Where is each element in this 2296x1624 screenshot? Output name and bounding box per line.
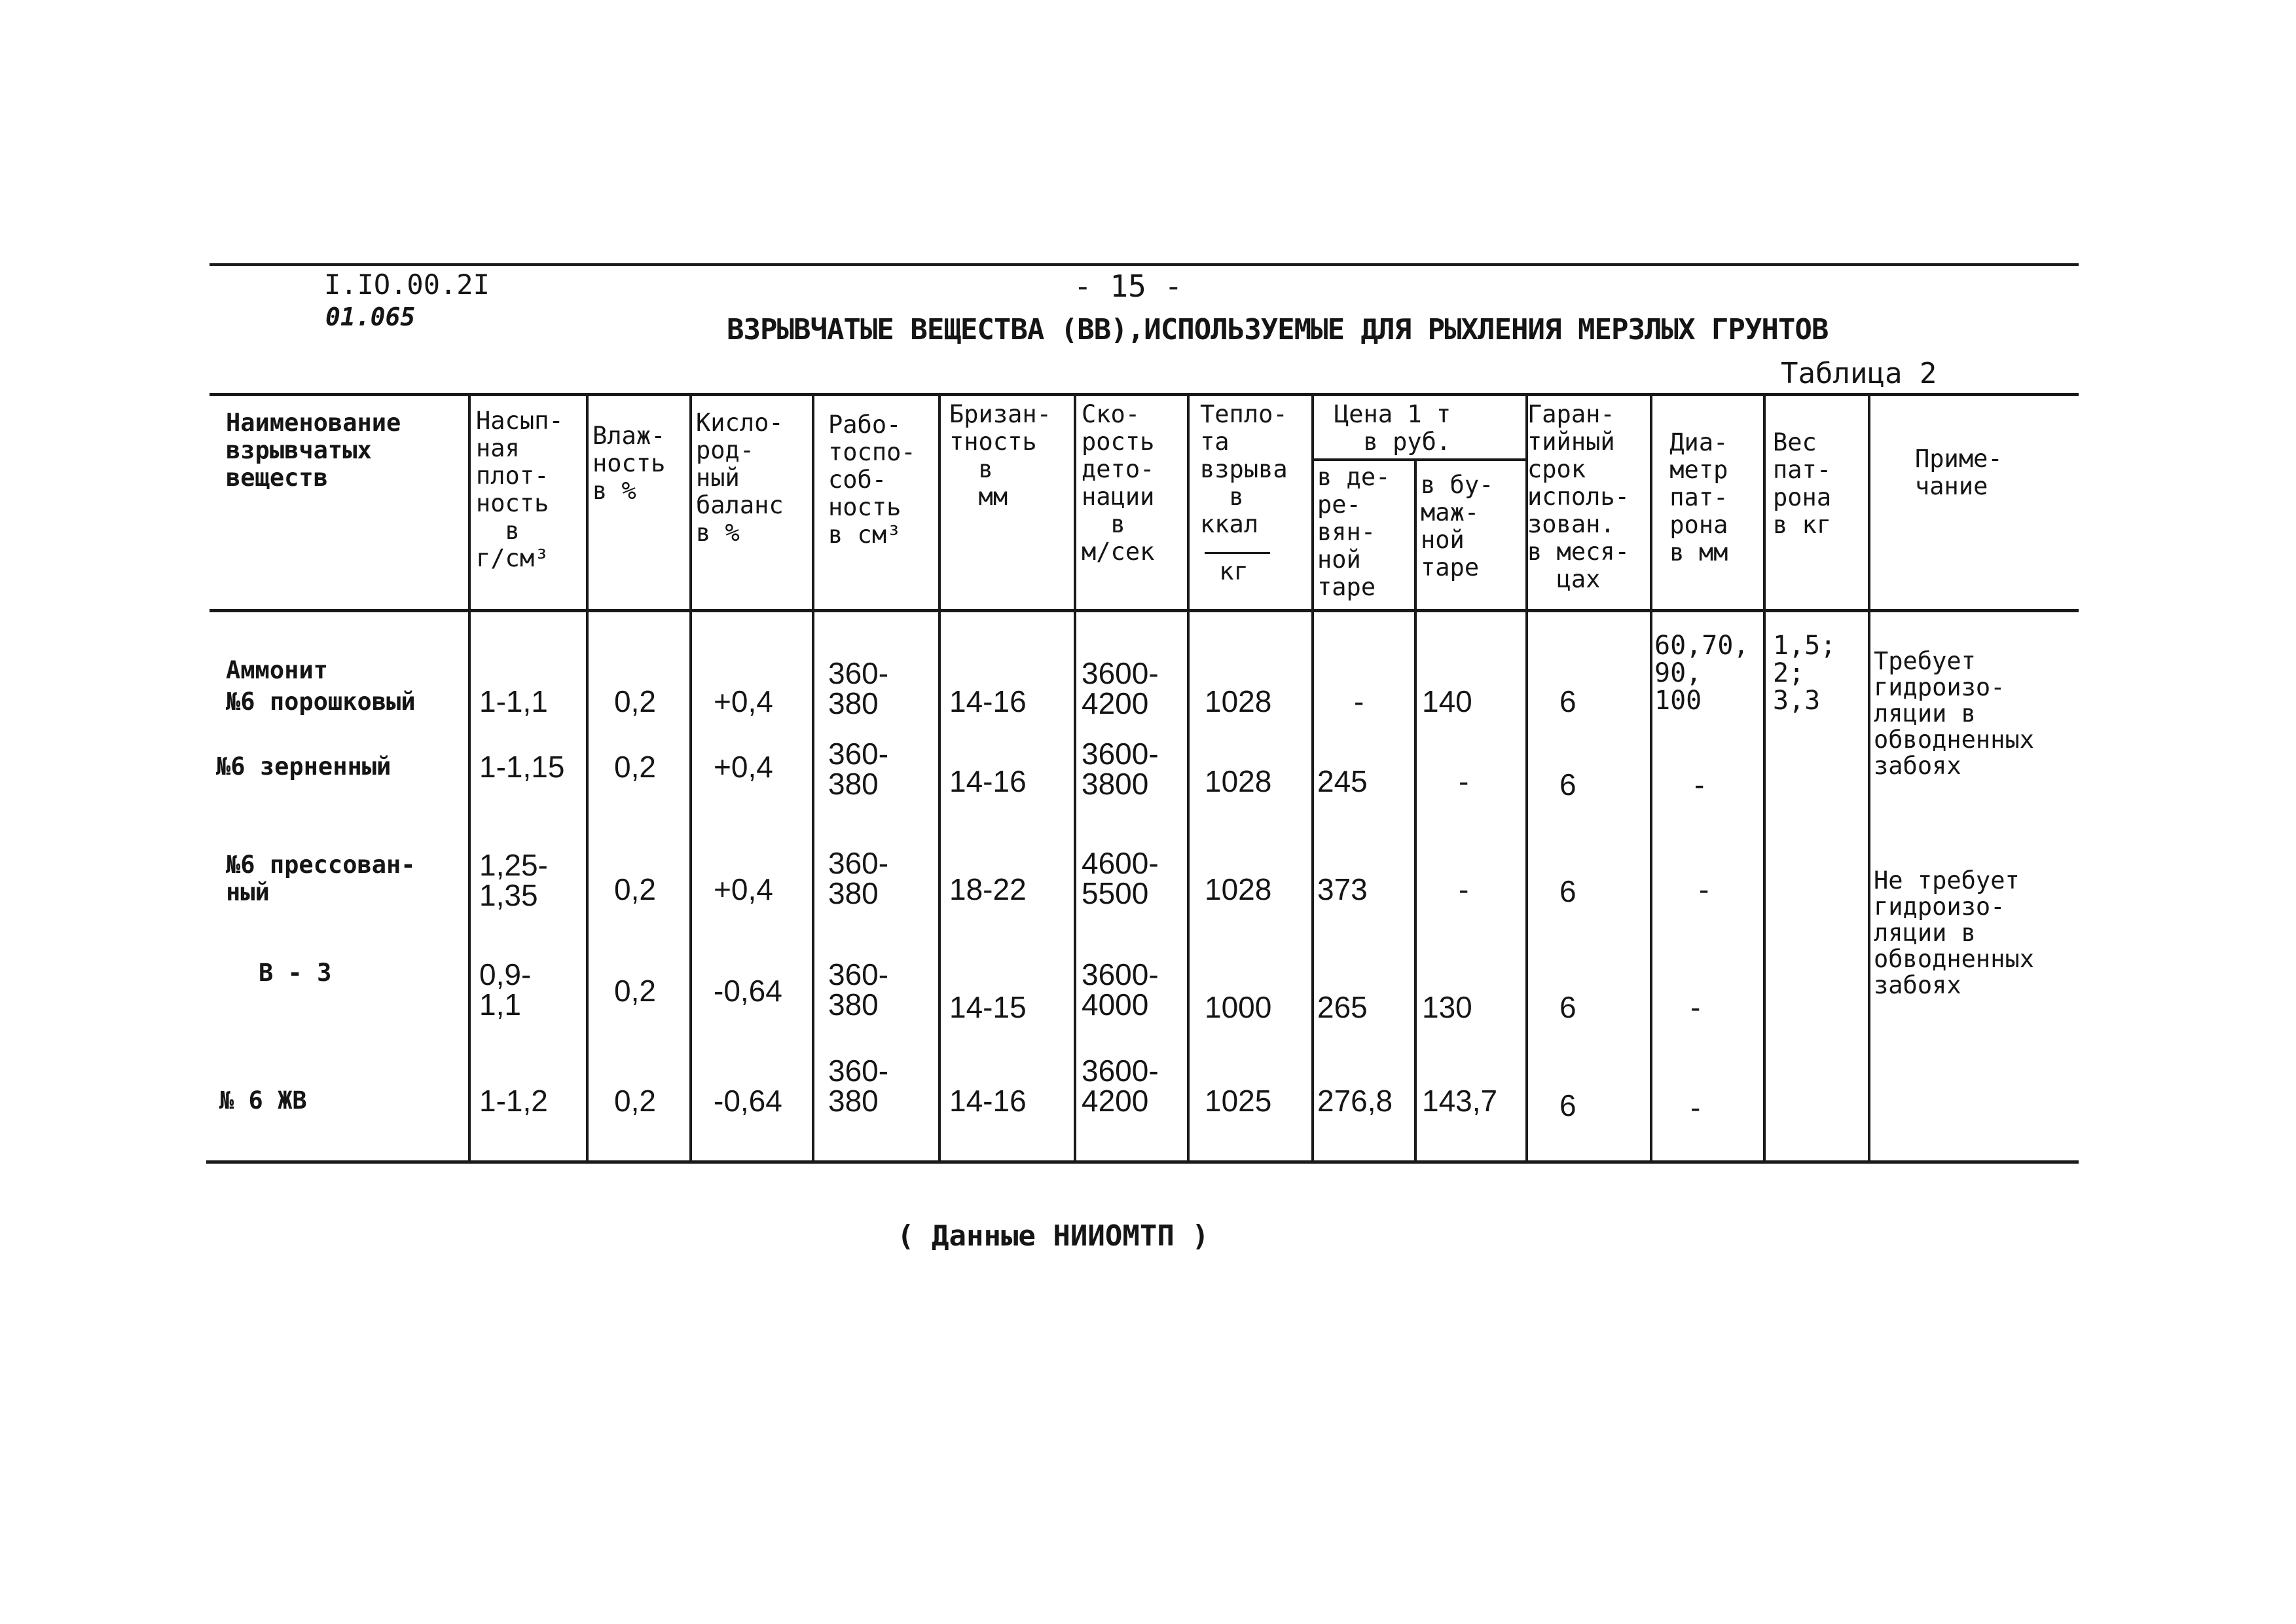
col-border — [1868, 394, 1870, 1162]
cell-price-paper: - — [1459, 764, 1469, 798]
cell-brisance: 14-15 — [949, 990, 1027, 1024]
note-no-waterproofing: Не требует гидроизо- ляции в обводненных забоях — [1874, 866, 2035, 999]
cell-density: 0,9- 1,1 — [479, 957, 532, 1022]
header-density: Насып- ная плот- ность в г/см³ — [476, 407, 564, 572]
cell-work: 360- 380 — [828, 737, 889, 801]
cell-moisture: 0,2 — [614, 750, 656, 784]
cell-work: 360- 380 — [828, 957, 889, 1022]
cell-density: 1-1,15 — [479, 750, 565, 784]
header-price: Цена 1 т в руб. — [1334, 400, 1451, 456]
cell-oxygen: -0,64 — [714, 1084, 782, 1118]
cell-brisance: 14-16 — [949, 764, 1027, 798]
cell-price-paper: 140 — [1422, 684, 1472, 718]
cell-density: 1-1,2 — [479, 1084, 548, 1118]
cell-brisance: 14-16 — [949, 684, 1027, 718]
cell-warranty: 6 — [1559, 767, 1576, 802]
cell-oxygen: +0,4 — [714, 684, 773, 718]
col-border — [938, 394, 941, 1162]
cell-diameter: - — [1694, 767, 1705, 802]
cell-price-wood: 276,8 — [1317, 1084, 1393, 1118]
header-oxygen: Кисло- род- ный баланс в % — [696, 409, 784, 547]
row-name: №6 прессован- ный — [226, 851, 416, 906]
header-diameter: Диа- метр пат- рона в мм — [1669, 428, 1728, 566]
cell-moisture: 0,2 — [614, 974, 656, 1008]
cell-brisance: 14-16 — [949, 1084, 1027, 1118]
cell-work: 360- 380 — [828, 656, 889, 720]
cell-oxygen: +0,4 — [714, 872, 773, 906]
header-weight: Вес пат- рона в кг — [1773, 428, 1832, 539]
cell-warranty: 6 — [1559, 684, 1576, 718]
cell-heat: 1028 — [1205, 684, 1272, 718]
cell-price-paper: 143,7 — [1422, 1084, 1498, 1118]
cell-price-wood: 245 — [1317, 764, 1368, 798]
document-code: I.IO.00.2I — [324, 268, 490, 301]
cell-density: 1,25- 1,35 — [479, 848, 548, 912]
cell-price-paper: 130 — [1422, 990, 1472, 1024]
row-name: Аммонит №6 порошковый — [226, 656, 416, 716]
col-border — [1650, 394, 1652, 1162]
cell-price-paper: - — [1459, 872, 1469, 906]
cell-moisture: 0,2 — [614, 684, 656, 718]
header-work: Рабо- тоспо- соб- ность в см³ — [828, 411, 916, 549]
page-number: - 15 - — [1074, 268, 1183, 304]
cell-moisture: 0,2 — [614, 872, 656, 906]
cell-warranty: 6 — [1559, 990, 1576, 1024]
table-label: Таблица 2 — [1781, 357, 1937, 390]
cell-heat: 1025 — [1205, 1084, 1272, 1118]
cell-diameter: 60,70, 90, 100 — [1654, 631, 1749, 716]
cell-diameter: - — [1690, 990, 1701, 1024]
cell-oxygen: +0,4 — [714, 750, 773, 784]
col-border — [1187, 394, 1190, 1162]
col-border — [586, 394, 589, 1162]
handwritten-note: 01.065 — [325, 303, 416, 331]
note-requires-waterproofing: Требует гидроизо- ляции в обводненных забоях — [1874, 647, 2035, 780]
cell-heat: 1000 — [1205, 990, 1272, 1024]
cell-density: 1-1,1 — [479, 684, 548, 718]
header-moisture: Влаж- ность в % — [592, 422, 666, 505]
header-brisance: Бризан- тность в мм — [949, 400, 1051, 511]
cell-work: 360- 380 — [828, 1054, 889, 1118]
heat-fraction-rule — [1205, 552, 1270, 554]
col-border — [812, 394, 814, 1162]
cell-velocity: 3600- 4000 — [1082, 957, 1159, 1022]
price-subheader-rule — [1313, 458, 1527, 461]
table-title: ВЗРЫВЧАТЫЕ ВЕЩЕСТВА (ВВ),ИСПОЛЬЗУЕМЫЕ ДЛЯ РЫХЛЕНИЯ МЕРЗЛЫХ ГРУНТОВ — [727, 313, 1829, 346]
cell-price-wood: - — [1354, 684, 1364, 718]
col-border — [689, 394, 692, 1162]
table-top-border — [210, 393, 2079, 396]
cell-velocity: 3600- 3800 — [1082, 737, 1159, 801]
cell-diameter: - — [1690, 1090, 1701, 1124]
cell-warranty: 6 — [1559, 874, 1576, 908]
cell-heat: 1028 — [1205, 764, 1272, 798]
header-price-paper: в бу- маж- ной таре — [1421, 471, 1494, 581]
cell-price-wood: 265 — [1317, 990, 1368, 1024]
cell-diameter: - — [1699, 872, 1709, 906]
cell-velocity: 3600- 4200 — [1082, 1054, 1159, 1118]
source-note: ( Данные НИИОМТП ) — [897, 1219, 1209, 1253]
table-bottom-border — [206, 1160, 2079, 1164]
cell-oxygen: -0,64 — [714, 974, 782, 1008]
cell-brisance: 18-22 — [949, 872, 1027, 906]
col-border — [1311, 394, 1314, 1162]
header-price-wood: в де- ре- вян- ной таре — [1317, 463, 1391, 601]
cell-work: 360- 380 — [828, 846, 889, 910]
top-rule — [210, 263, 2079, 266]
row-name: В - 3 — [259, 959, 332, 987]
header-note: Приме- чание — [1915, 445, 2003, 500]
header-heat-unit: кг — [1205, 557, 1248, 585]
cell-moisture: 0,2 — [614, 1084, 656, 1118]
cell-price-wood: 373 — [1317, 872, 1368, 906]
header-bottom-border — [210, 609, 2079, 612]
row-name: №6 зерненный — [216, 752, 392, 781]
header-velocity: Ско- рость дето- нации в м/сек — [1082, 400, 1155, 566]
cell-velocity: 4600- 5500 — [1082, 846, 1159, 910]
col-border — [468, 394, 471, 1162]
cell-weight: 1,5; 2; 3,3 — [1773, 631, 1836, 716]
col-border — [1414, 460, 1417, 1162]
cell-warranty: 6 — [1559, 1088, 1576, 1122]
cell-velocity: 3600- 4200 — [1082, 656, 1159, 720]
col-border — [1763, 394, 1766, 1162]
cell-heat: 1028 — [1205, 872, 1272, 906]
header-heat: Тепло- та взрыва в ккал — [1200, 400, 1288, 538]
header-name: Наименование взрывчатых веществ — [226, 409, 401, 492]
row-name: № 6 ЖВ — [219, 1086, 307, 1115]
col-border — [1074, 394, 1076, 1162]
header-warranty: Гаран- тийный срок исполь- зован. в меся- цах — [1527, 400, 1630, 593]
